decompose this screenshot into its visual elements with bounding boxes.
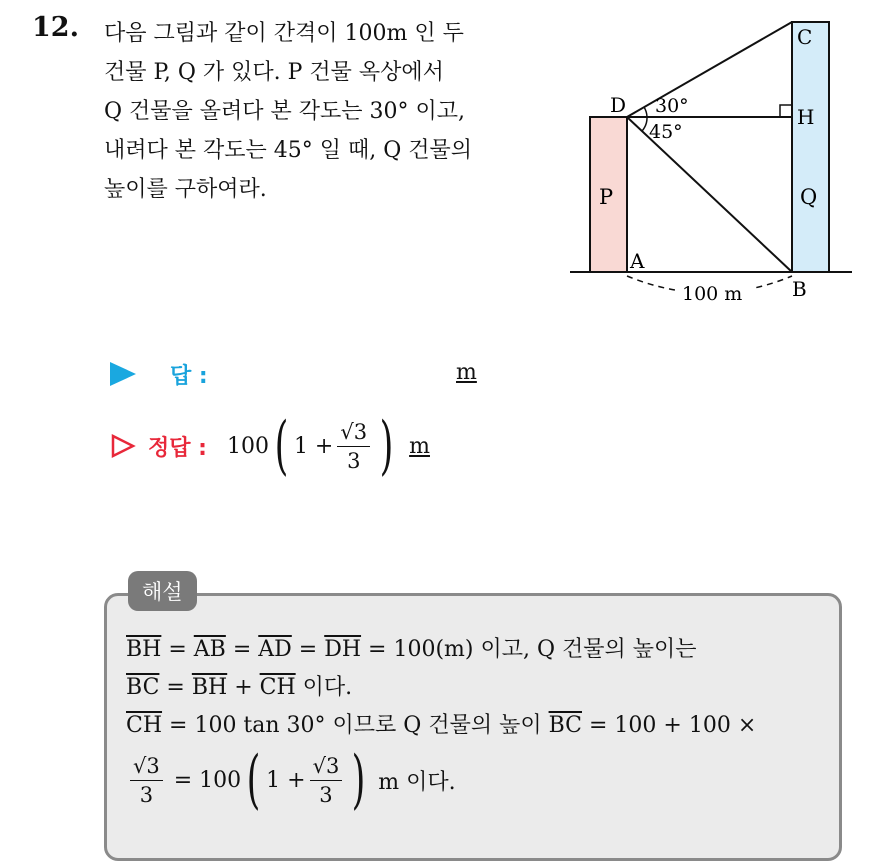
segment-ad: $\overline{AD}$	[258, 637, 292, 662]
solution-text: m 이다.	[371, 769, 456, 795]
question-line: 다음 그림과 같이 간격이 100m 인 두	[104, 21, 464, 46]
fraction-denominator: 3	[319, 782, 333, 807]
label-a: A	[630, 249, 645, 273]
answer-label: 답 :	[170, 363, 208, 389]
outline-arrow-icon	[110, 433, 136, 459]
solution-line-1	[126, 632, 697, 663]
segment-bh: $\overline{BH}$	[191, 675, 228, 700]
solution-text: = 100(m) 이고, Q 건물의 높이는	[361, 637, 697, 662]
question-line: 건물 P, Q 가 있다. P 건물 옥상에서	[104, 60, 444, 85]
plus-sign: +	[227, 675, 260, 700]
solution-text: 이다.	[295, 675, 353, 700]
question-number: 12.	[32, 12, 79, 43]
equals-sign: =	[159, 675, 192, 700]
label-angle-45: 45°	[649, 121, 683, 143]
segment-ab: $\overline{AB}$	[193, 637, 226, 662]
correct-unit: m	[409, 433, 430, 459]
angle-arc-30	[644, 107, 647, 117]
angle-arc-45	[642, 117, 647, 131]
correct-coef: 100	[226, 433, 269, 459]
correct-fraction	[337, 420, 370, 473]
building-diagram	[560, 10, 860, 310]
fraction-denominator: 3	[347, 448, 361, 473]
label-p: P	[599, 185, 614, 209]
correct-answer-row	[110, 409, 430, 483]
solution-text: = 100	[166, 767, 242, 793]
segment-dh: $\overline{DH}$	[324, 637, 362, 662]
left-paren: (	[274, 409, 289, 483]
right-paren: )	[379, 409, 394, 483]
equals-sign: =	[161, 637, 194, 662]
correct-expression	[226, 409, 430, 483]
fraction-numerator: √3	[130, 754, 163, 781]
answer-unit: m	[456, 360, 477, 385]
label-q: Q	[800, 185, 818, 209]
right-paren: )	[351, 743, 366, 817]
label-c: C	[797, 25, 813, 49]
fraction-denominator: 3	[139, 782, 154, 807]
solution-line-2	[126, 670, 352, 701]
question-line: Q 건물을 올려다 본 각도는 30° 이고,	[104, 99, 466, 124]
solution-line-4	[126, 743, 456, 817]
building-q	[792, 22, 829, 272]
solution-text: = 100 + 100 ×	[582, 713, 757, 738]
solution-text: 1 +	[266, 767, 306, 793]
solution-tag: 해설	[128, 571, 197, 611]
label-distance: 100 m	[682, 283, 743, 305]
label-d: D	[610, 93, 627, 117]
line-dc	[627, 22, 792, 117]
answer-row	[110, 354, 208, 394]
right-angle-mark	[780, 105, 792, 117]
equals-sign: =	[225, 637, 259, 662]
solution-text: = 100 tan 30° 이므로 Q 건물의 높이	[162, 713, 549, 738]
fraction-numerator: √3	[337, 420, 370, 447]
segment-bc: $\overline{BC}$	[126, 675, 160, 700]
equals-sign: =	[291, 637, 325, 662]
solution-fraction	[310, 754, 343, 807]
solution-fraction	[130, 754, 163, 807]
segment-ch: $\overline{CH}$	[126, 713, 163, 738]
question-line: 높이를 구하여라.	[104, 177, 267, 202]
label-h: H	[797, 105, 815, 129]
segment-ch: $\overline{CH}$	[259, 675, 296, 700]
question-text	[104, 14, 544, 209]
left-paren: (	[246, 743, 261, 817]
solution-line-3	[126, 708, 756, 739]
fraction-numerator: √3	[310, 754, 343, 781]
correct-label: 정답 :	[148, 435, 207, 461]
correct-one-plus: 1 +	[293, 433, 334, 459]
label-b: B	[792, 277, 807, 301]
segment-bc: $\overline{BC}$	[548, 713, 582, 738]
label-angle-30: 30°	[655, 95, 689, 117]
play-arrow-icon	[110, 362, 136, 386]
question-line: 내려다 본 각도는 45° 일 때, Q 건물의	[104, 138, 473, 163]
segment-bh: $\overline{BH}$	[126, 637, 162, 662]
